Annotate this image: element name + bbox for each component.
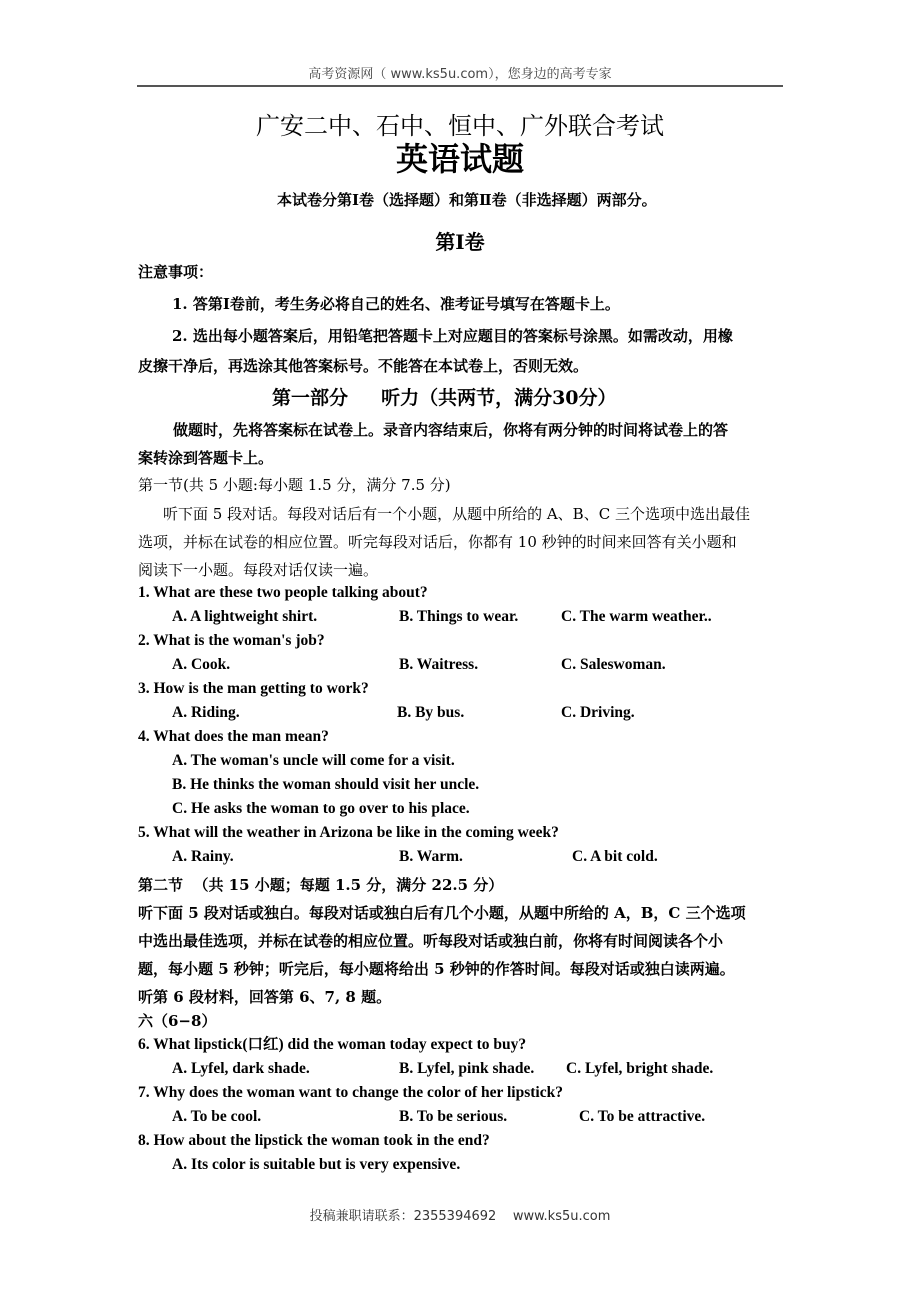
question-3: 3. How is the man getting to work? [138, 680, 369, 697]
section2-instr-2: 中选出最佳选项，并标在试卷的相应位置。听每段对话或独白前，你将有时间阅读各个小 [138, 932, 724, 950]
volume-heading: 第Ⅰ卷 [435, 230, 485, 254]
part1-instr-1: 做题时，先将答案标在试卷上。录音内容结束后，你将有两分钟的时间将试卷上的答 [173, 421, 729, 439]
q2-option-c: C. Saleswoman. [561, 656, 666, 673]
question-5: 5. What will the weather in Arizona be like in the coming week? [138, 824, 559, 841]
subject-title: 英语试题 [395, 140, 524, 178]
section1-heading: 第一节(共 5 小题:每小题 1.5 分，满分 7.5 分) [138, 476, 451, 494]
q6-option-c: C. Lyfel, bright shade. [566, 1060, 714, 1077]
q7-option-c: C. To be attractive. [579, 1108, 706, 1125]
q3-option-b: B. By bus. [397, 704, 465, 721]
q1-option-a: A. A lightweight shirt. [172, 608, 318, 625]
intro: 本试卷分第Ⅰ卷（选择题）和第Ⅱ卷（非选择题）两部分。 [277, 191, 657, 209]
note-2-cont: 皮擦干净后，再选涂其他答案标号。不能答在本试卷上，否则无效。 [138, 357, 589, 375]
section1-instr-2: 选项，并标在试卷的相应位置。听完每段对话后，你都有 10 秒钟的时间来回答有关小题和 [138, 533, 737, 551]
section2-instr-1: 听下面 5 段对话或独白。每段对话或独白后有几个小题，从题中所给的 A，B，C 三个选项 [138, 904, 746, 922]
section2-heading: 第二节 （共 15 小题；每题 1.5 分，满分 22.5 分） [138, 876, 504, 894]
q5-option-a: A. Rainy. [172, 848, 234, 865]
q7-option-b: B. To be serious. [399, 1108, 508, 1125]
header-rule [137, 85, 783, 87]
exam-title: 广安二中、石中、恒中、广外联合考试 [256, 112, 664, 140]
footer: 投稿兼职请联系：2355394692 www.ks5u.com [309, 1209, 611, 1224]
q3-option-a: A. Riding. [172, 704, 240, 721]
q2-option-a: A. Cook. [172, 656, 231, 673]
part1-instr-2: 案转涂到答题卡上。 [138, 449, 274, 467]
q4-option-a: A. The woman's uncle will come for a visit. [172, 752, 455, 769]
q4-option-b: B. He thinks the woman should visit her uncle. [172, 776, 480, 793]
q1-option-c: C. The warm weather.. [561, 608, 712, 625]
section2-instr-3: 题，每小题 5 秒钟；听完后，每小题将给出 5 秒钟的作答时间。每段对话或独白读两遍。 [138, 960, 735, 978]
group-label: 六（6−8） [138, 1012, 217, 1030]
q3-option-c: C. Driving. [561, 704, 635, 721]
site-header: 高考资源网（ www.ks5u.com），您身边的高考专家 [308, 67, 612, 82]
q2-option-b: B. Waitress. [399, 656, 479, 673]
q1-option-b: B. Things to wear. [399, 608, 519, 625]
q6-option-a: A. Lyfel, dark shade. [172, 1060, 310, 1077]
question-2: 2. What is the woman's job? [138, 632, 325, 649]
section1-instr-1: 听下面 5 段对话。每段对话后有一个小题，从题中所给的 A、B、C 三个选项中选出最佳 [163, 505, 750, 523]
notes-heading: 注意事项： [138, 263, 214, 281]
part1-heading: 第一部分 听力（共两节，满分30分） [272, 387, 617, 409]
section1-instr-3: 阅读下一小题。每段对话仅读一遍。 [138, 561, 379, 579]
question-8: 8. How about the lipstick the woman took in the end? [138, 1132, 490, 1149]
q4-option-c: C. He asks the woman to go over to his place. [172, 800, 470, 817]
question-4: 4. What does the man mean? [138, 728, 329, 745]
q6-option-b: B. Lyfel, pink shade. [399, 1060, 535, 1077]
q8-option-a: A. Its color is suitable but is very expensive. [172, 1156, 461, 1173]
q5-option-c: C. A bit cold. [572, 848, 658, 865]
question-1: 1. What are these two people talking about? [138, 584, 428, 601]
note-2: 2. 选出每小题答案后，用铅笔把答题卡上对应题目的答案标号涂黑。如需改动，用橡 [172, 327, 733, 345]
note-1: 1. 答第Ⅰ卷前，考生务必将自己的姓名、准考证号填写在答题卡上。 [172, 295, 620, 313]
question-6: 6. What lipstick(口红) did the woman today expect to buy? [138, 1036, 527, 1053]
q7-option-a: A. To be cool. [172, 1108, 262, 1125]
section2-instr-4: 听第 6 段材料，回答第 6、7, 8 题。 [138, 988, 392, 1006]
q5-option-b: B. Warm. [399, 848, 463, 865]
question-7: 7. Why does the woman want to change the color of her lipstick? [138, 1084, 563, 1101]
